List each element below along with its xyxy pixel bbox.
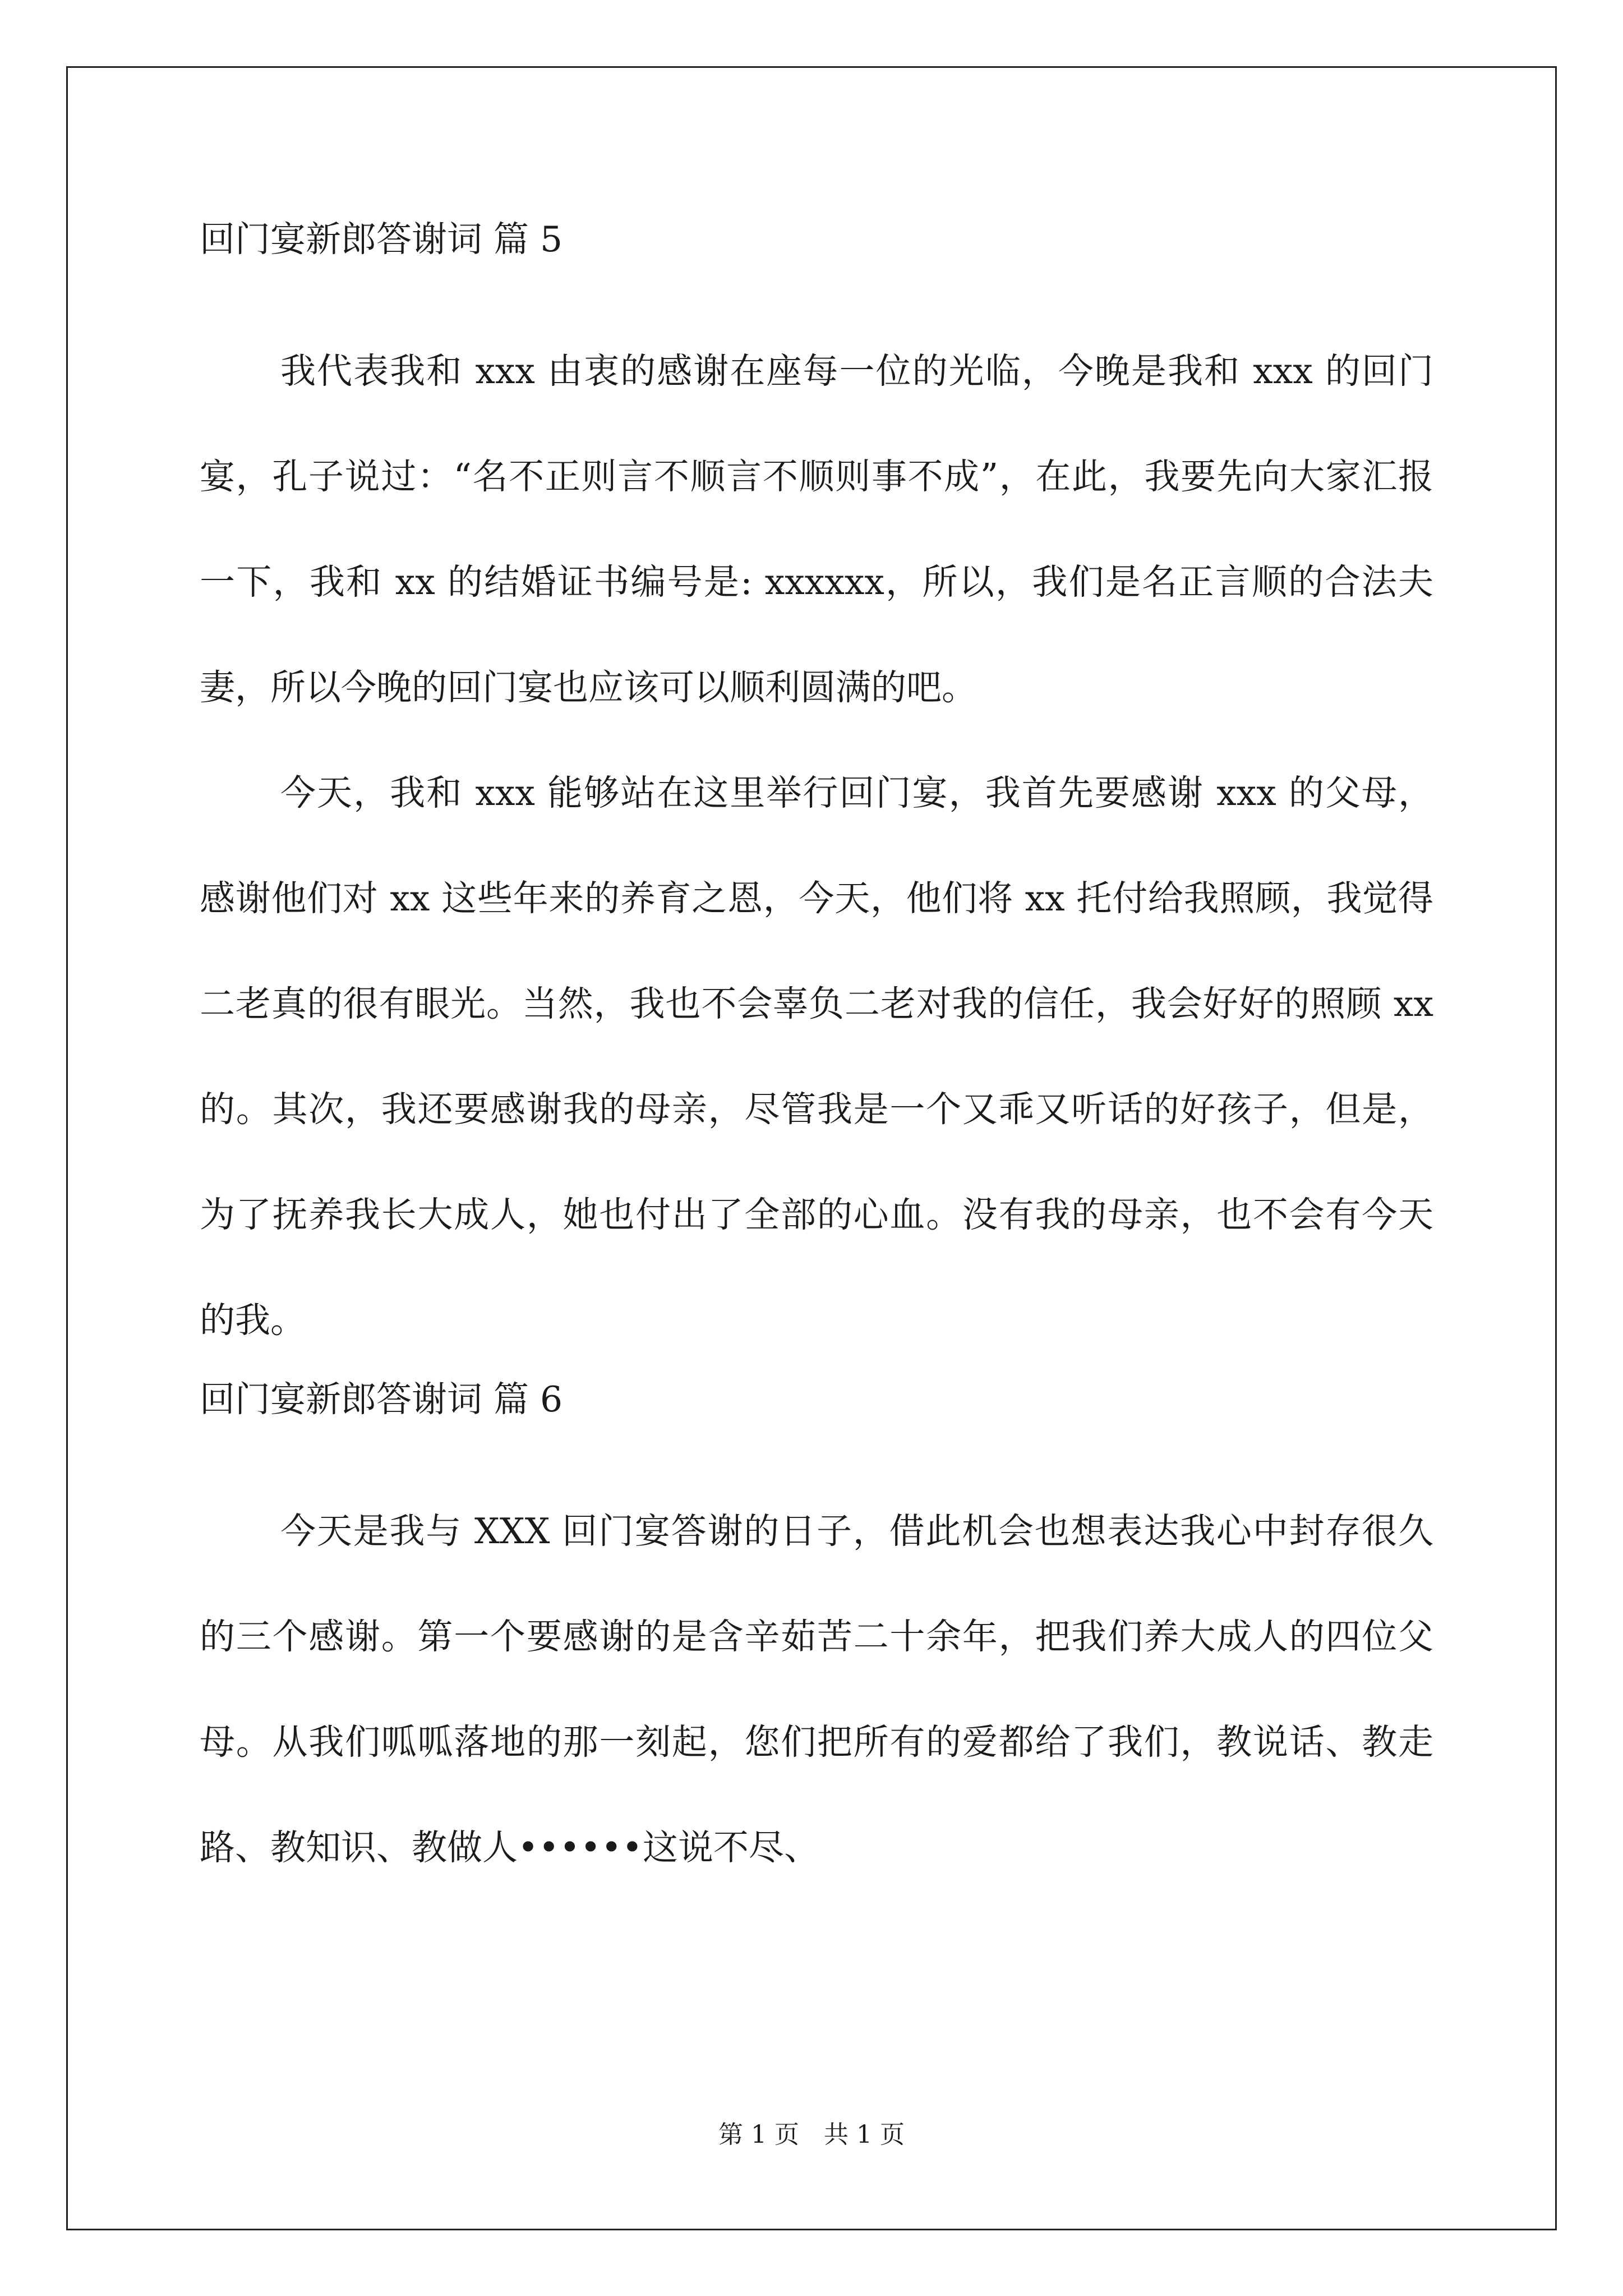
section-heading: 回门宴新郎答谢词 篇 5	[200, 219, 563, 260]
document-body	[200, 213, 1433, 1901]
paragraph: 今天是我与 XXX 回门宴答谢的日子，借此机会也想表达我心中封存很久的三个感谢。第一个要感谢的是含辛茹苦二十余年，把我们养大成人的四位父母。从我们呱呱落地的那一刻起，您们把所有的爱都给了我们，教说话、教走路、教知识、教做人••••••这说不尽、	[200, 1511, 1433, 1868]
paragraph: 今天，我和 xxx 能够站在这里举行回门宴，我首先要感谢 xxx 的父母，感谢他们对 xx 这些年来的养育之恩，今天，他们将 xx 托付给我照顾，我觉得二老真的很有眼光。当然，我也不会辜负二老对我的信任，我会好好的照顾 xx 的。其次，我还要感谢我的母亲，尽管我是一个又乖又听话的好孩子，但是，为了抚养我长大成人，她也付出了全部的心血。没有我的母亲，也不会有今天的我。	[200, 772, 1433, 1341]
paragraph: 我代表我和 xxx 由衷的感谢在座每一位的光临，今晚是我和 xxx 的回门宴，孔子说过：“名不正则言不顺言不顺则事不成”，在此，我要先向大家汇报一下，我和 xx 的结婚证书编号是: xxxxxx，所以，我们是名正言顺的合法夫妻，所以今晚的回门宴也应该可以顺利圆满的吧。	[200, 351, 1433, 708]
page-footer	[0, 2119, 1623, 2151]
page-number: 第 1 页	[718, 2120, 799, 2149]
section-5	[200, 213, 1433, 1373]
page-total: 共 1 页	[824, 2120, 905, 2149]
section-6	[200, 1373, 1433, 1901]
section-heading: 回门宴新郎答谢词 篇 6	[200, 1379, 563, 1420]
